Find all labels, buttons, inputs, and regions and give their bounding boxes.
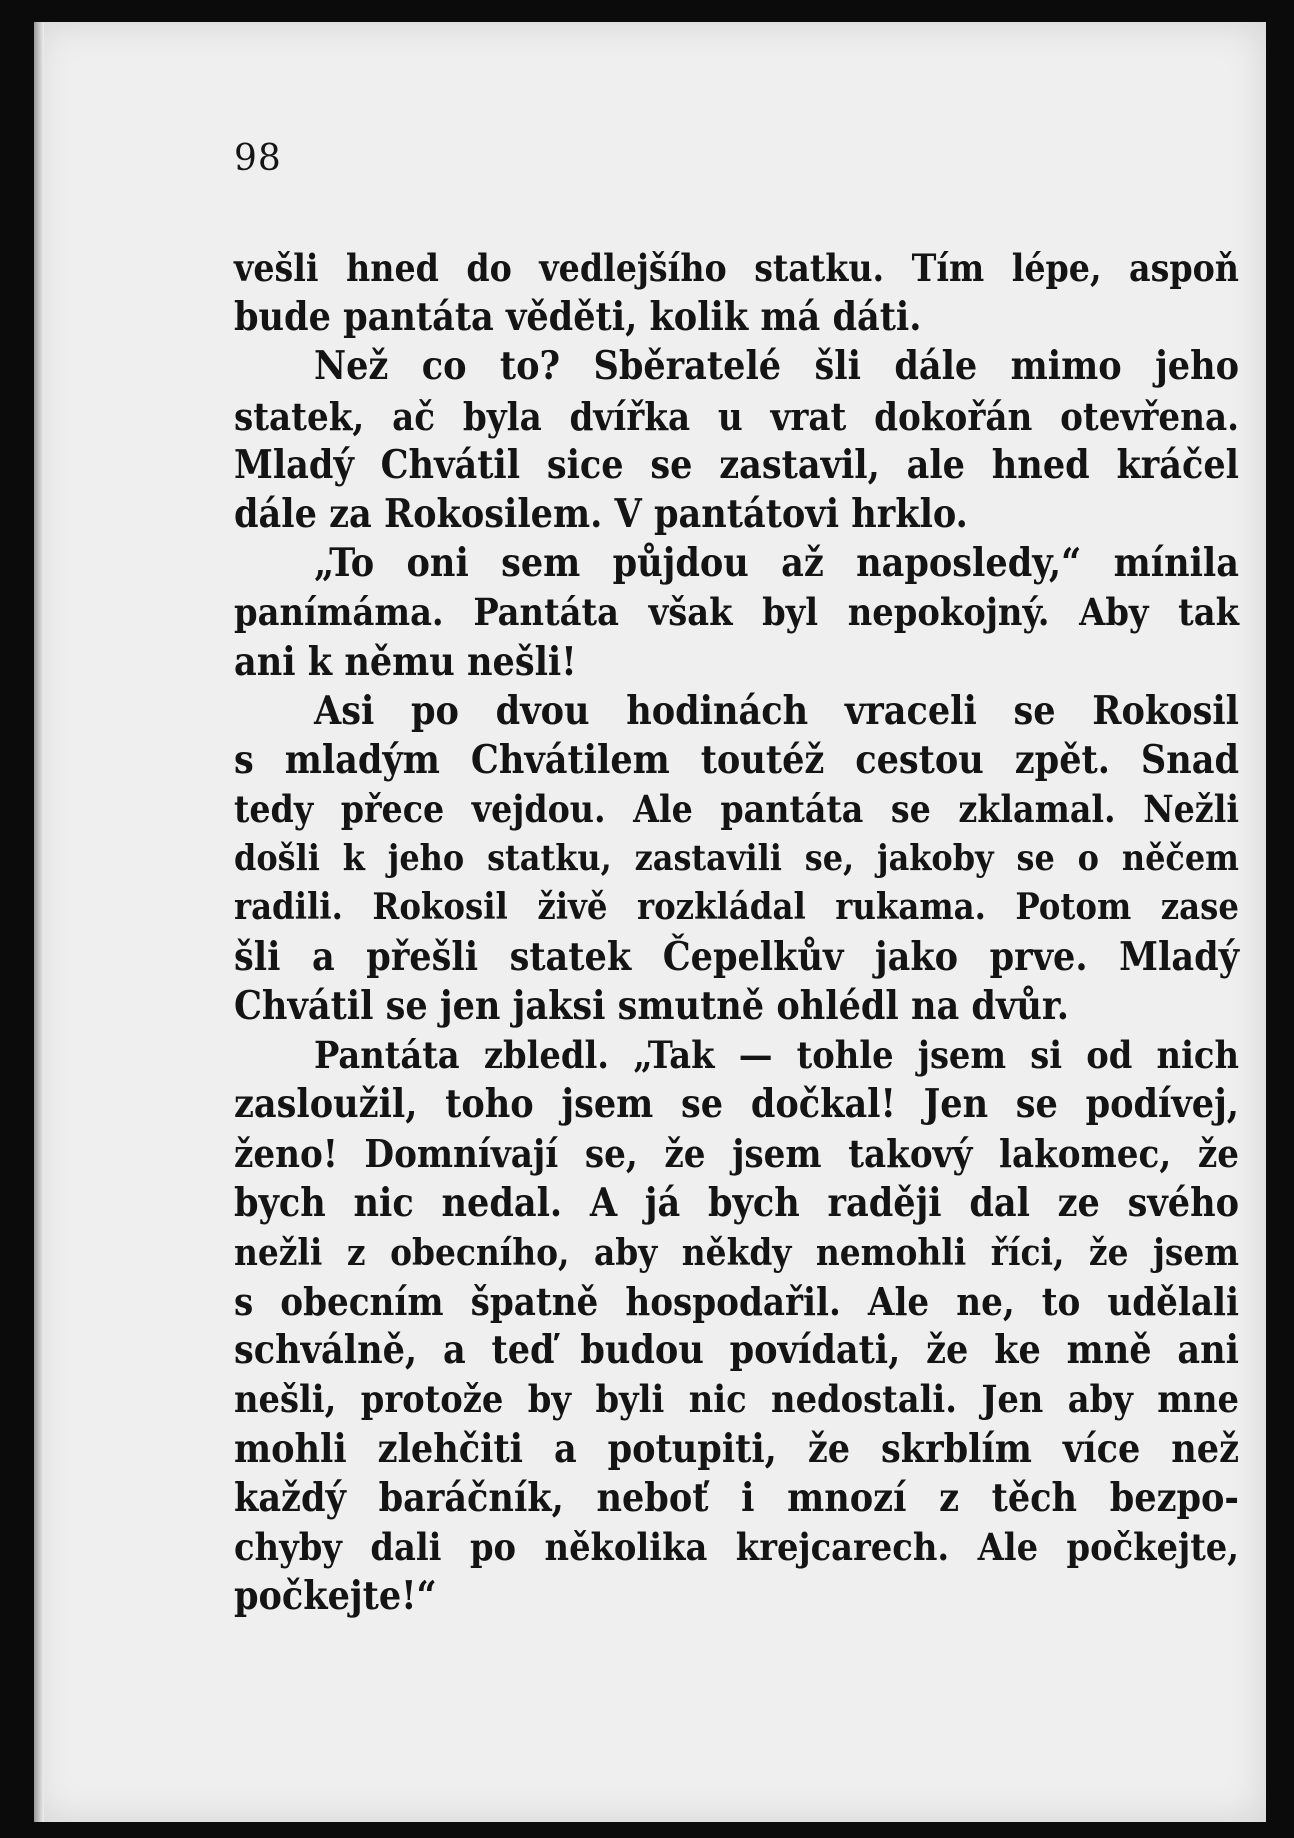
text-line: bych nic nedal. A já bych raději dal ze svého [234,1179,1239,1226]
text-line: panímáma. Pantáta však byl nepokojný. Aby tak [234,590,1239,635]
text-line: radili. Rokosil živě rozkládal rukama. Potom zase [234,886,1239,929]
text-line: Než co to? Sběratelé šli dále mimo jeho [314,343,1239,390]
page-number: 98 [234,138,282,179]
text-line: ženo! Domnívají se, že jsem takový lakomec, že [234,1131,1239,1177]
text-line: každý baráčník, neboť i mnozí z těch bezpo- [234,1474,1239,1521]
text-line: počkejte!“ [234,1573,437,1620]
text-line: schválně, a teď budou povídati, že ke mně ani [234,1327,1239,1374]
text-line: tedy přece vejdou. Ale pantáta se zklamal. Nežli [234,787,1239,832]
text-line: s mladým Chvátilem toutéž cestou zpět. Snad [234,736,1239,783]
text-line: ani k němu nešli! [234,638,577,685]
text-line: s obecním špatně hospodařil. Ale ne, to udělali [234,1278,1239,1324]
text-line: nežli z obecního, aby někdy nemohli říci, že jsem [234,1230,1239,1274]
text-line: vešli hned do vedlejšího statku. Tím lépe, aspoň [234,246,1239,290]
text-line: Pantáta zbledl. „Tak — tohle jsem si od nich [314,1033,1239,1077]
text-line: šli a přešli statek Čepelkův jako prve. Mladý [234,933,1239,980]
body-text [234,244,1239,1621]
text-line: Mladý Chvátil sice se zastavil, ale hned kráčel [234,441,1239,488]
text-line: Chvátil se jen jaksi smutně ohlédl na dvůr. [234,982,1069,1029]
text-line: došli k jeho statku, zastavili se, jakoby se o něčem [234,838,1239,880]
book-page [34,22,1266,1822]
text-line: nešli, protože by byli nic nedostali. Jen aby mne [234,1377,1239,1422]
text-line: statek, ač byla dvířka u vrat dokořán otevřena. [234,393,1239,439]
text-line: mohli zlehčiti a potupiti, že skrblím více než [234,1425,1239,1472]
text-line: bude pantáta věděti, kolik má dáti. [234,294,922,341]
text-line: „To oni sem půjdou až naposledy,“ mínila [314,540,1239,587]
text-line: zasloužil, toho jsem se dočkal! Jen se podívej, [234,1081,1239,1128]
text-line: chyby dali po několika krejcarech. Ale počkejte, [234,1524,1239,1569]
text-line: dále za Rokosilem. V pantátovi hrklo. [234,490,968,537]
text-line: Asi po dvou hodinách vraceli se Rokosil [314,687,1239,734]
